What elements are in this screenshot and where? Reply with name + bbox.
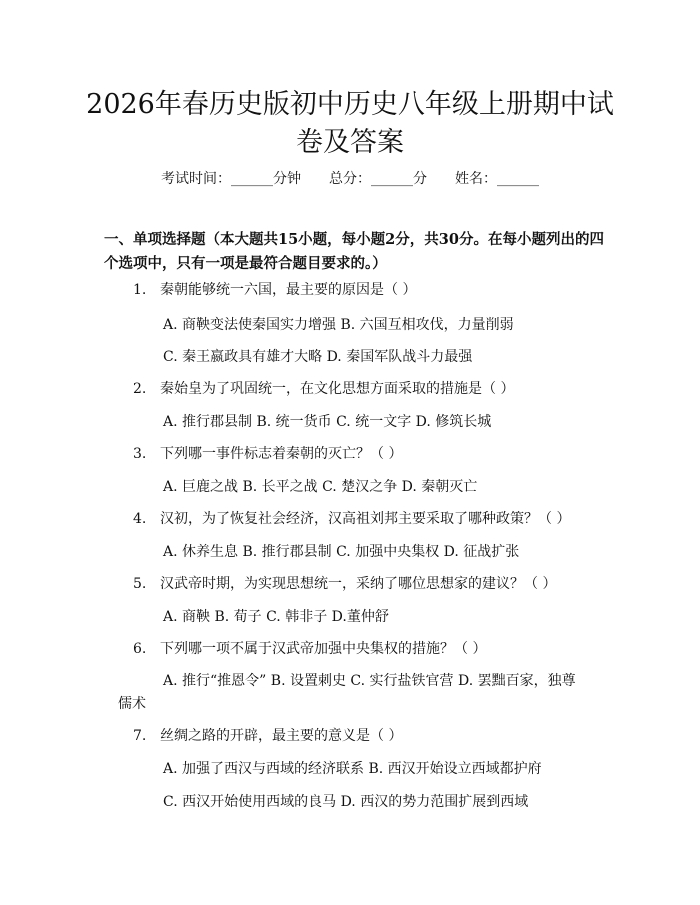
question-options: A. 推行“推恩令” B. 设置刺史 C. 实行盐铁官营 D. 罢黜百家，独尊 [163,673,576,689]
question-number: 3. [133,446,147,462]
question-stem: 秦始皇为了巩固统一，在文化思想方面采取的措施是（ ） [160,381,515,397]
title-line-2: 卷及答案 [296,127,404,158]
page-title [70,86,630,162]
question-stem: 下列哪一事件标志着秦朝的灭亡？（ ） [160,446,403,462]
exam-time: 考试时间：______分钟 [161,171,301,187]
question-options: C. 秦王嬴政具有雄才大略 D. 秦国军队战斗力最强 [163,349,473,365]
question-number: 4. [133,511,147,527]
question-stem: 汉初，为了恢复社会经济，汉高祖刘邦主要采取了哪种政策？（ ） [160,511,571,527]
question-options: A. 商鞅 B. 荀子 C. 韩非子 D.董仲舒 [163,609,389,625]
question-options: C. 西汉开始使用西域的良马 D. 西汉的势力范围扩展到西域 [163,794,529,810]
question-stem: 秦朝能够统一六国，最主要的原因是（ ） [160,282,417,298]
question-options: A. 商鞅变法使秦国实力增强 B. 六国互相攻伐，力量削弱 [163,317,514,333]
question-options: A. 推行郡县制 B. 统一货币 C. 统一文字 D. 修筑长城 [163,414,492,430]
question-stem: 丝绸之路的开辟，最主要的意义是（ ） [160,728,403,744]
student-name: 姓名：______ [455,171,539,187]
question-number: 7. [133,728,147,744]
question-options: A. 加强了西汉与西域的经济联系 B. 西汉开始设立西域都护府 [163,761,542,777]
question-number: 5. [133,576,147,592]
question-stem: 下列哪一项不属于汉武帝加强中央集权的措施？（ ） [160,641,487,657]
question-options: A. 巨鹿之战 B. 长平之战 C. 楚汉之争 D. 秦朝灭亡 [163,479,478,495]
question-number: 6. [133,641,147,657]
question-options: A. 休养生息 B. 推行郡县制 C. 加强中央集权 D. 征战扩张 [163,544,520,560]
question-number: 1. [133,282,147,298]
section-title: 一、单项选择题（本大题共15小题，每小题2分，共30分。在每小题列出的四个选项中，只有一项是最符合题目要求的。） [104,231,604,272]
title-line-1: 2026年春历史版初中历史八年级上册期中试 [86,89,614,120]
total-score: 总分：______分 [329,171,427,187]
exam-meta [0,169,700,189]
question-stem: 汉武帝时期，为实现思想统一，采纳了哪位思想家的建议？（ ） [160,576,557,592]
question-options: 儒术 [118,696,146,712]
question-number: 2. [133,381,147,397]
